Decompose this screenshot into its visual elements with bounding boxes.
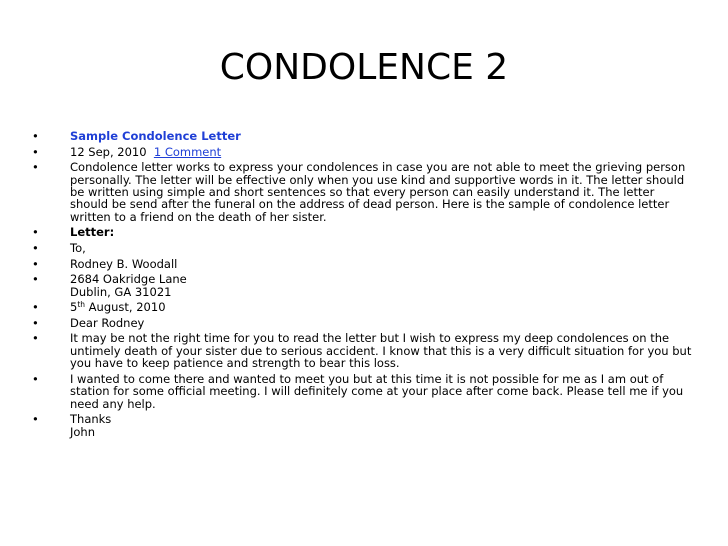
list-item-body-1 bbox=[32, 332, 692, 369]
body-paragraph-1: It may be not the right time for you to read the letter but I wish to express my deep condolences on the untimely death of your sister due to serious accident. I know that this is a very difficult situation for you but you have to keep patience and strength to bear this loss. bbox=[70, 331, 692, 371]
list-item-recipient bbox=[32, 258, 692, 270]
bullet-icon: • bbox=[32, 225, 39, 240]
bullet-icon: • bbox=[32, 144, 39, 159]
comments-link[interactable]: 1 Comment bbox=[153, 144, 222, 159]
body-paragraph-2: I wanted to come there and wanted to meet you but at this time it is not possible for me as I am out of station for some official meeting. I will definitely come at your place after come back. Please tell me if you need any help. bbox=[70, 371, 684, 411]
bullet-icon: • bbox=[32, 331, 39, 346]
closing: Thanks bbox=[70, 412, 112, 427]
list-item-address bbox=[32, 273, 692, 298]
list-item-salutation bbox=[32, 317, 692, 329]
bullet-list bbox=[32, 130, 692, 441]
post-date: 12 Sep, 2010 bbox=[70, 144, 147, 159]
salutation: Dear Rodney bbox=[70, 315, 145, 330]
list-item-to bbox=[32, 242, 692, 254]
list-item-body-2 bbox=[32, 373, 692, 410]
signature: John bbox=[70, 424, 96, 439]
list-item-title-link bbox=[32, 130, 692, 142]
list-item-intro bbox=[32, 161, 692, 223]
bullet-icon: • bbox=[32, 256, 39, 271]
letter-date-day: 5 bbox=[70, 300, 78, 315]
letter-label: Letter: bbox=[70, 225, 115, 240]
bullet-icon: • bbox=[32, 315, 39, 330]
intro-paragraph: Condolence letter works to express your condolences in case you are not able to meet the grieving person personally. The letter will be effective only when you use kind and supportive words in it. The letter should be written using simple and short sentences so that every person can easily understand it. The letter should be send after the funeral on the address of dead person. Here is the sample of condolence letter written to a friend on the death of her sister. bbox=[70, 160, 686, 224]
letter-date-suffix: th bbox=[77, 300, 86, 310]
bullet-icon: • bbox=[32, 160, 39, 175]
bullet-icon: • bbox=[32, 412, 39, 427]
letter-date-rest: August, 2010 bbox=[85, 300, 166, 315]
bullet-icon: • bbox=[32, 241, 39, 255]
list-item-date bbox=[32, 146, 692, 158]
address-line-1: 2684 Oakridge Lane bbox=[70, 272, 187, 287]
bullet-icon: • bbox=[32, 300, 39, 315]
list-item-closing bbox=[32, 413, 692, 438]
list-item-letter-label bbox=[32, 226, 692, 238]
sample-condolence-letter-link[interactable]: Sample Condolence Letter bbox=[70, 129, 241, 143]
address-line-2: Dublin, GA 31021 bbox=[70, 284, 172, 299]
to-line: To, bbox=[70, 241, 86, 255]
slide-title: CONDOLENCE 2 bbox=[219, 47, 509, 88]
bullet-icon: • bbox=[32, 371, 39, 386]
list-item-letter-date bbox=[32, 301, 692, 313]
recipient-name: Rodney B. Woodall bbox=[70, 256, 178, 271]
bullet-icon: • bbox=[32, 272, 39, 287]
bullet-icon: • bbox=[32, 129, 39, 143]
